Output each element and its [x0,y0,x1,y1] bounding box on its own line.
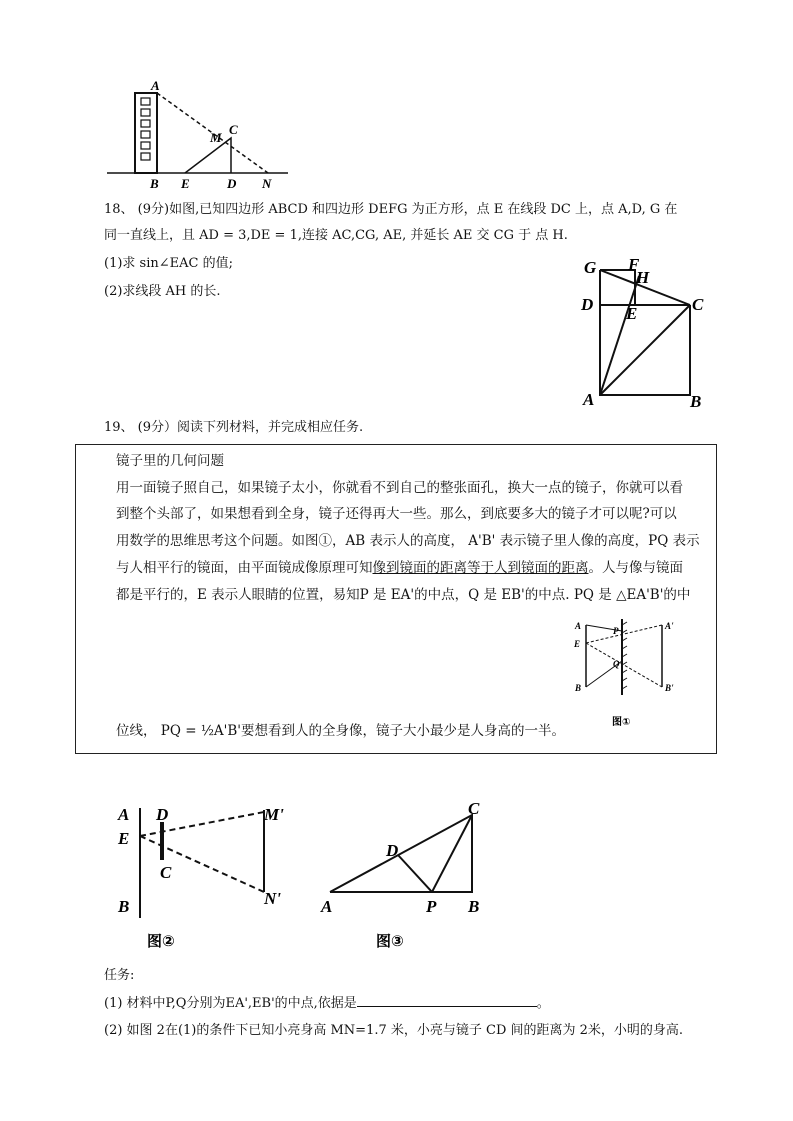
tent-shape [185,138,231,173]
box-title: 镜子里的几何问题 [116,453,224,469]
svg-text:图②: 图② [147,932,175,950]
box-p3: 用数学的思维思考这个问题。如图①，AB 表示人的高度， A'B' 表示镜子里人像的高度，PQ 表示 [116,533,700,549]
svg-text:M': M' [264,805,284,824]
svg-text:A: A [118,805,130,824]
label-C: C [692,295,704,314]
q18-sub1: (1)求 sin∠EAC 的值; [104,256,233,271]
box-p1: 用一面镜子照自己，如果镜子太小，你就看不到自己的整张面孔，换大一点的镜子，你就可以看 [116,480,683,496]
box-p2: 到整个头部了，如果想看到全身，镜子还得再大一些。那么，到底要多大的镜子才可以呢?可以 [116,506,677,522]
line-AH [600,276,639,395]
building-windows [141,98,150,160]
svg-text:E: E [118,829,130,848]
svg-text:A: A [321,897,333,916]
answer-blank[interactable] [357,994,537,1007]
label-B: B [150,176,159,190]
task-2: (2) 如图 2在(1)的条件下已知小亮身高 MN=1.7 米，小亮与镜子 CD 间的距离为 2米，小明的身高. [104,1023,684,1038]
box-p4: 与人相平行的镜面，由平面镜成像原理可知像到镜面的距离等于人到镜面的距离。人与像与镜面 [116,560,683,576]
label-M: M [210,130,222,145]
label-N: N [262,176,272,190]
svg-text:P: P [613,626,619,636]
svg-text:图①: 图① [612,717,631,728]
label-D: D [581,295,594,314]
label-C: C [229,122,238,137]
label-A: A [583,390,595,409]
svg-text:D: D [156,805,169,824]
box-p5: 都是平行的，E 表示人眼睛的位置，易知P 是 EA'的中点，Q 是 EB'的中点. PQ 是 △EA'B'的中 [116,587,691,603]
figure-building [105,78,290,190]
q18-sub2: (2)求线段 AH 的长. [104,284,221,299]
svg-text:B: B [118,897,130,916]
label-B: B [690,392,702,410]
svg-text:P: P [426,897,437,916]
svg-text:图③: 图③ [376,932,404,950]
svg-text:C: C [160,863,172,882]
label-H: H [636,268,650,287]
svg-text:E: E [574,639,581,649]
label-F: F [628,255,640,274]
svg-text:B: B [575,683,582,693]
svg-text:C: C [468,800,480,818]
box-p6: 位线， PQ = ½A'B'要想看到人的全身像，镜子大小最少是人身高的一半。 [116,723,566,739]
q18-line2: 同一直线上，且 AD = 3,DE = 1,连接 AC,CG, AE, 并延长 AE 交 CG 于 点 H. [104,228,568,243]
q18-line1: 18、 (9分)如图,已知四边形 ABCD 和四边形 DEFG 为正方形，点 E 在线段 DC 上，点 A,D, G 在 [104,202,678,217]
figure-squares [578,255,713,410]
figure-3 [318,800,498,955]
task-1: (1) 材料中P,Q分别为EA',EB'的中点,依据是 。 [104,996,550,1011]
figure-1-mirror [572,617,692,732]
label-A: A [151,78,160,93]
square-DEFG [600,270,635,305]
svg-text:B': B' [665,683,674,693]
label-D: D [227,176,237,190]
label-G: G [584,258,597,277]
q19-header: 19、 (9分）阅读下列材料，并完成相应任务. [104,420,364,435]
svg-text:A': A' [665,621,674,631]
task-heading: 任务: [104,968,135,983]
svg-text:D: D [386,841,399,860]
material-box [75,444,717,754]
svg-text:N': N' [264,889,281,908]
svg-text:B: B [468,897,480,916]
underlined-principle: 像到镜面的距离等于人到镜面的距离 [372,560,589,576]
svg-text:A: A [575,621,582,631]
svg-text:Q: Q [613,659,620,669]
line-AC [600,305,690,395]
label-E: E [626,304,638,323]
label-E: E [181,176,190,190]
figure-2 [112,800,302,955]
